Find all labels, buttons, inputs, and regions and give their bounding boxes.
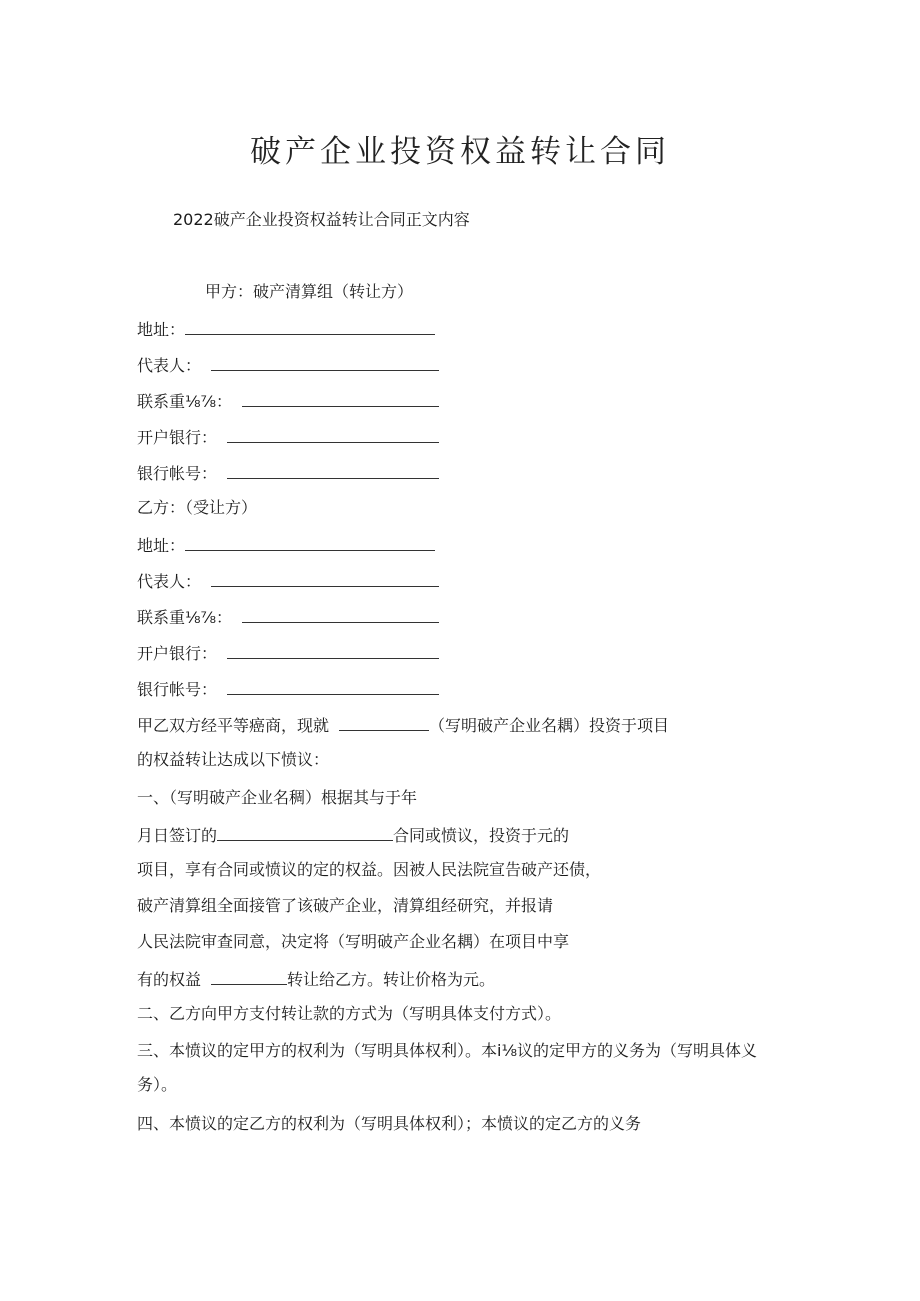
blank-line [211,353,439,371]
party-a-bank-row [137,425,439,449]
blank-line [227,425,439,443]
party-a-heading: 甲方：破产清算组（转让方） [205,282,414,301]
blank-line [211,967,287,985]
field-label: 代表人： [137,356,202,375]
field-label: 联系重⅛⅞： [137,392,233,411]
blank-line [242,389,439,407]
preamble-text: （写明破产企业名耦）投资于项目 [429,716,670,735]
blank-line [339,713,429,731]
party-b-account-row [137,677,439,701]
party-a-address-row [137,317,435,341]
party-a-phone-row [137,389,439,413]
party-a-rep-row [137,353,439,377]
clause-3: 三、本愤议的定甲方的权利为（写明具体权利）。本i⅛议的定甲方的义务为（写明具体义务）。 [137,1041,757,1094]
clause-1-line-3: 项目，享有合同或愤议的定的权益。因被人民法院宣告破产还债， [137,860,602,879]
clause-1-line-6 [137,967,495,991]
document-subtitle: 2022破产企业投资权益转让合同正文内容 [173,210,470,229]
clause-text: 合同或愤议，投资于元的 [393,826,570,845]
preamble-text: 甲乙双方经平等癌商，现就 [137,716,330,735]
clause-text: 有的权益 [137,970,202,989]
document-title: 破产企业投资权益转让合同 [250,134,670,170]
clause-1-line-5: 人民法院审查同意，决定将（写明破产企业名耦）在项目中享 [137,932,570,951]
field-label: 开户银行： [137,644,218,663]
blank-line [227,641,439,659]
preamble-line-2: 的权益转让达成以下愤议： [137,750,330,769]
blank-line [227,677,439,695]
preamble-line-1 [137,713,669,737]
blank-line [242,605,439,623]
field-label: 开户银行： [137,428,218,447]
field-label: 银行帐号： [137,680,218,699]
blank-line [185,533,435,551]
blank-line [217,823,393,841]
party-b-heading: 乙方：（受让方） [137,498,258,517]
clause-text: 转让给乙方。转让价格为元。 [287,970,496,989]
party-a-account-row [137,461,439,485]
clause-1-line-4: 破产清算组全面接管了该破产企业，清算组经研究，并报请 [137,896,554,915]
field-label: 地址： [137,536,186,555]
party-b-bank-row [137,641,439,665]
clause-text: 月日签订的 [137,826,218,845]
party-b-phone-row [137,605,439,629]
clause-4: 四、本愤议的定乙方的权利为（写明具体权利）；本愤议的定乙方的义务 [137,1114,642,1133]
blank-line [211,569,439,587]
field-label: 联系重⅛⅞： [137,608,233,627]
clause-2: 二、乙方向甲方支付转让款的方式为（写明具体支付方式）。 [137,1004,562,1023]
clause-1-line-1: 一、（写明破产企业名稠）根据其与于年 [137,788,418,807]
blank-line [227,461,439,479]
party-b-rep-row [137,569,439,593]
blank-line [185,317,435,335]
clause-1-line-2 [137,823,569,847]
field-label: 代表人： [137,572,202,591]
field-label: 地址： [137,320,186,339]
field-label: 银行帐号： [137,464,218,483]
party-b-address-row [137,533,435,557]
